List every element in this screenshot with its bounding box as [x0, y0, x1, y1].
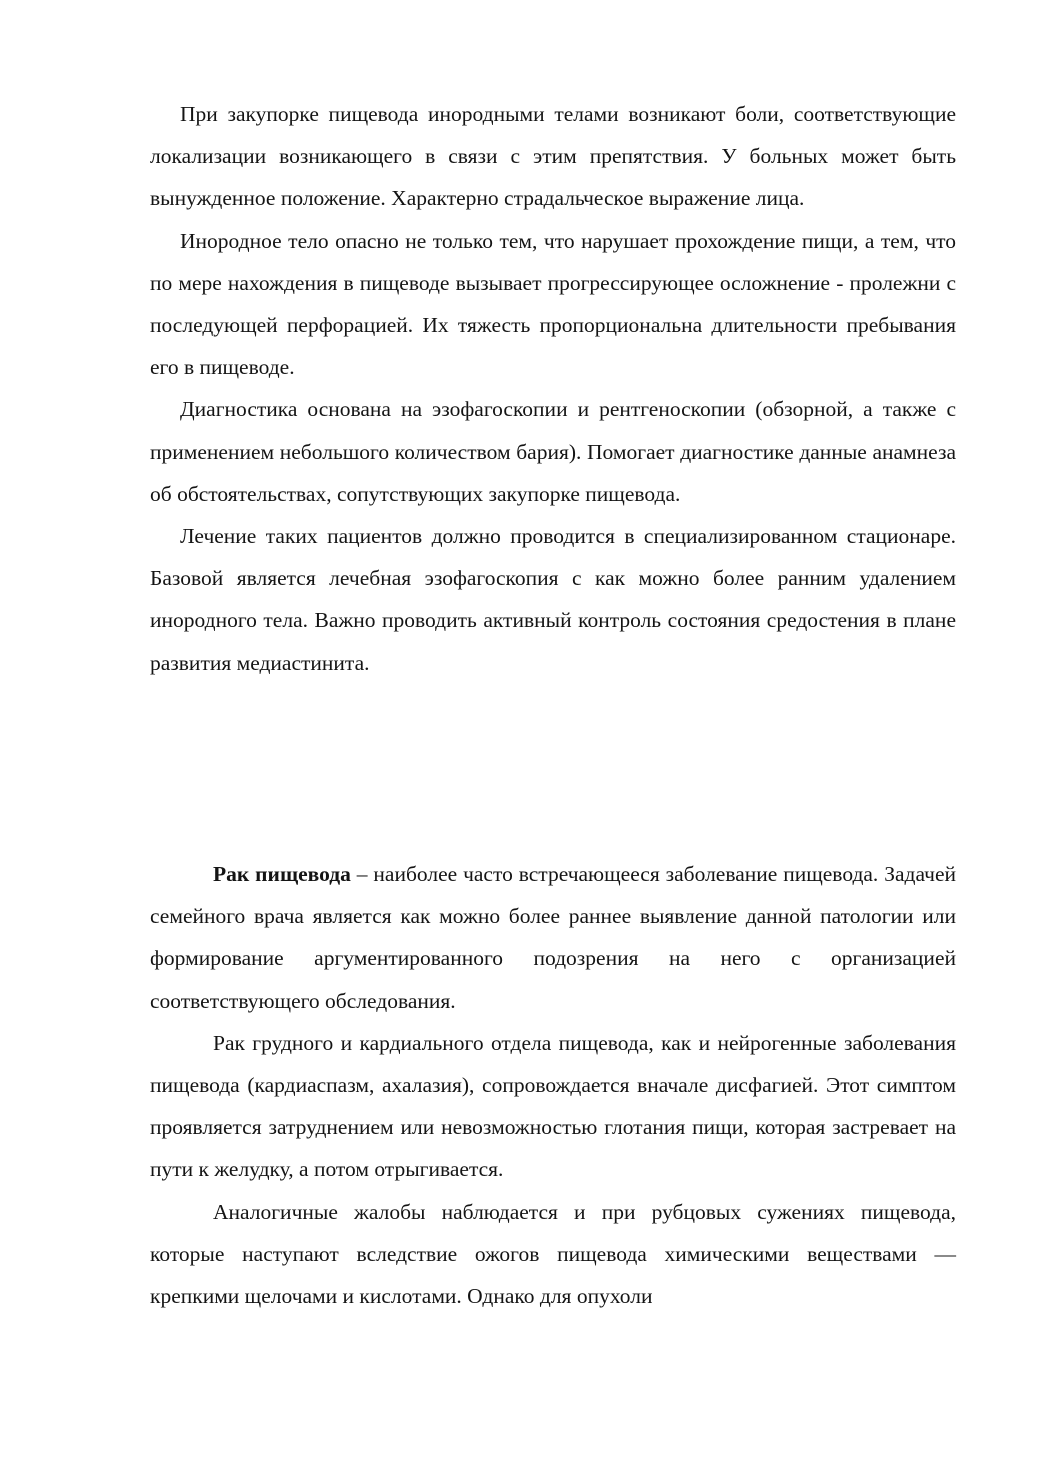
term-esophageal-cancer: Рак пищевода [213, 862, 351, 886]
paragraph-scar-strictures: Аналогичные жалобы наблюдается и при рубцовых сужениях пищевода, которые наступают вследствие ожогов пищевода химическими веществами — крепкими щелочами и кислотами. Однако для опухоли [150, 1199, 956, 1309]
section-foreign-body [150, 93, 956, 684]
paragraph-symptoms: При закупорке пищевода инородными телами возникают боли, соответствующие локализации возникающего в связи с этим препятствия. У больных может быть вынужденное положение. Характерно страдальческое выражение лица. [150, 102, 956, 211]
paragraph-treatment: Лечение таких пациентов должно проводится в специализированном стационаре. Базовой является лечебная эзофагоскопия с как можно более ранним удалением инородного тела. Важно проводить активный контроль состояния средостения в плане развития медиастинита. [150, 524, 956, 675]
cancer-intro-text: – наиболее часто встречающееся заболевание пищевода. Задачей семейного врача является как можно более раннее выявление данной патологии или формирование аргументированного подозрения на него с организацией соответствующего обследования. [150, 862, 956, 1013]
section-esophageal-cancer [150, 853, 956, 1317]
paragraph-cancer-intro [150, 853, 956, 1022]
paragraph-diagnostics: Диагностика основана на эзофагоскопии и рентгеноскопии (обзорной, а также с применением небольшого количеством бария). Помогает диагностике данные анамнеза об обстоятельствах, сопутствующих закупорке пищевода. [150, 397, 956, 506]
paragraph-dysphagia: Рак грудного и кардиального отдела пищевода, как и нейрогенные заболевания пищевода (кардиаспазм, ахалазия), сопровождается вначале дисфагией. Этот симптом проявляется затруднением или невозможностью глотания пищи, которая застревает на пути к желудку, а потом отрыгивается. [150, 1030, 956, 1182]
paragraph-danger: Инородное тело опасно не только тем, что нарушает прохождение пищи, а тем, что по мере нахождения в пищеводе вызывает прогрессирующее осложнение - пролежни с последующей перфорацией. Их тяжесть пропорциональна длительности пребывания его в пищеводе. [150, 228, 956, 380]
